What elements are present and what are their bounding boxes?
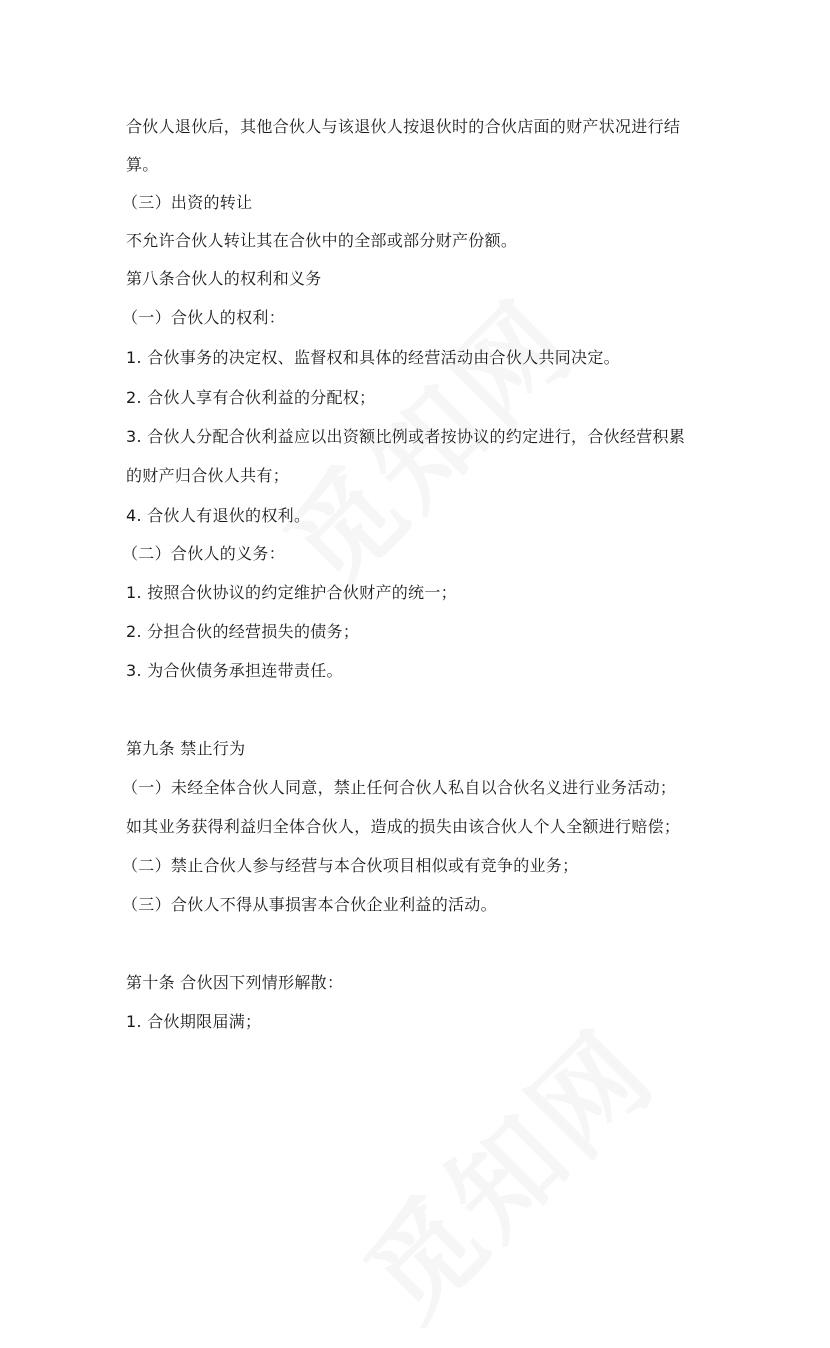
list-item: 2. 分担合伙的经营损失的债务；: [126, 622, 360, 641]
paragraph-line: （三）合伙人不得从事损害本合伙企业利益的活动。: [122, 895, 497, 914]
paragraph-line: 合伙人退伙后，其他合伙人与该退伙人按退伙时的合伙店面的财产状况进行结: [126, 117, 681, 136]
paragraph-line: 不允许合伙人转让其在合伙中的全部或部分财产份额。: [126, 231, 518, 250]
paragraph-line: （二）禁止合伙人参与经营与本合伙项目相似或有竞争的业务；: [122, 856, 579, 875]
list-item: 1. 合伙期限届满；: [126, 1012, 262, 1031]
section-heading: （三）出资的转让: [122, 193, 253, 212]
list-item: 3. 为合伙债务承担连带责任。: [126, 661, 343, 680]
article-heading: 第八条合伙人的权利和义务: [126, 269, 322, 288]
list-item: 1. 按照合伙协议的约定维护合伙财产的统一；: [126, 583, 457, 602]
article-heading: 第十条 合伙因下列情形解散：: [126, 973, 344, 992]
paragraph-line: （一）未经全体合伙人同意，禁止任何合伙人私自以合伙名义进行业务活动；: [122, 778, 677, 797]
paragraph-line: 如其业务获得利益归全体合伙人，造成的损失由该合伙人个人全额进行赔偿；: [126, 817, 681, 836]
list-item: 3. 合伙人分配合伙利益应以出资额比例或者按协议的约定进行，合伙经营积累: [126, 427, 686, 446]
article-heading: 第九条 禁止行为: [126, 739, 246, 758]
paragraph-line: 的财产归合伙人共有；: [126, 466, 290, 485]
list-item: 4. 合伙人有退伙的权利。: [126, 506, 311, 525]
section-heading: （二）合伙人的义务：: [122, 544, 286, 563]
list-item: 1. 合伙事务的决定权、监督权和具体的经营活动由合伙人共同决定。: [126, 348, 620, 367]
paragraph-line: 算。: [126, 155, 159, 174]
section-heading: （一）合伙人的权利：: [122, 308, 286, 327]
watermark: [325, 990, 683, 1348]
list-item: 2. 合伙人享有合伙利益的分配权；: [126, 388, 376, 407]
